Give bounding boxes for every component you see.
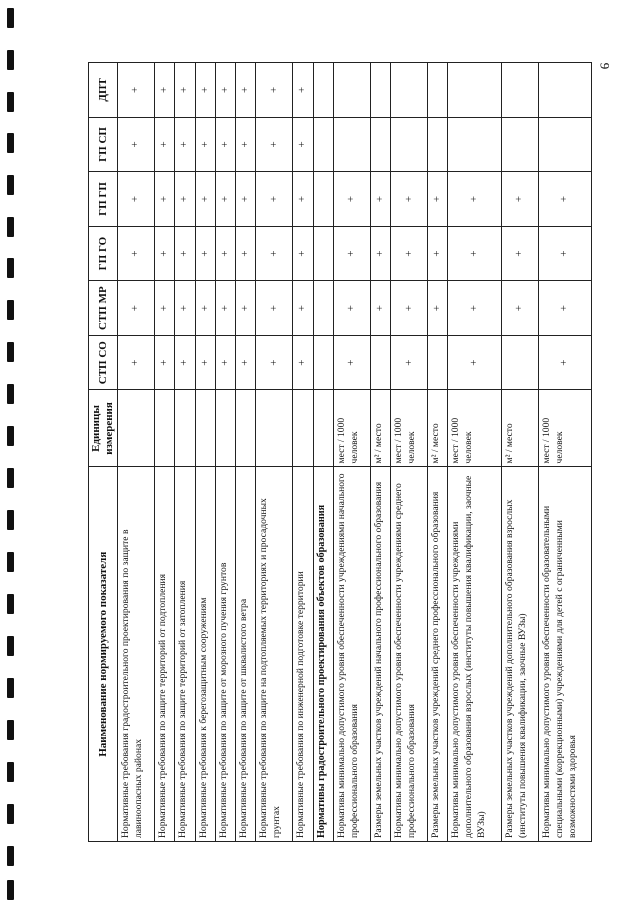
binder-hole [7, 133, 14, 153]
table-row [175, 63, 195, 842]
row-mark: + [448, 335, 501, 390]
table-row [538, 63, 591, 842]
row-mark: + [215, 117, 235, 172]
binder-hole [7, 175, 14, 195]
header-dpt: ДПТ [89, 63, 118, 118]
row-mark: + [215, 226, 235, 281]
row-mark [333, 63, 370, 118]
row-mark [428, 117, 448, 172]
row-mark [428, 63, 448, 118]
binder-holes [7, 0, 23, 905]
row-mark: + [391, 172, 428, 227]
row-mark [333, 117, 370, 172]
row-mark: + [195, 117, 215, 172]
binder-hole [7, 468, 14, 488]
binder-hole [7, 880, 14, 900]
row-mark: + [256, 281, 293, 336]
row-mark [538, 117, 591, 172]
row-unit [256, 390, 293, 467]
row-mark: + [118, 281, 155, 336]
rotated-table-container [88, 62, 592, 842]
binder-hole [7, 342, 14, 362]
row-mark [370, 63, 390, 118]
table-row [448, 63, 501, 842]
header-stp-so: СТП СО [89, 335, 118, 390]
binder-hole [7, 217, 14, 237]
row-mark [501, 335, 538, 390]
row-unit [215, 390, 235, 467]
row-indicator-name: Нормативные требования по защите от морозного пучения грунтов [215, 467, 235, 842]
row-unit: мест / 1000 человек [448, 390, 501, 467]
row-mark: + [154, 117, 174, 172]
row-mark: + [370, 281, 390, 336]
header-gp-sp: ГП СП [89, 117, 118, 172]
row-mark: + [154, 63, 174, 118]
row-mark [370, 117, 390, 172]
row-mark: + [175, 226, 195, 281]
row-mark: + [501, 226, 538, 281]
binder-hole [7, 258, 14, 278]
row-mark: + [333, 172, 370, 227]
row-unit [154, 390, 174, 467]
row-mark: + [195, 63, 215, 118]
row-indicator-name: Нормативные требования градостроительного проектирования по защите в лавиноопасных районах [118, 467, 155, 842]
row-mark: + [370, 226, 390, 281]
row-mark: + [538, 281, 591, 336]
row-mark: + [448, 172, 501, 227]
row-indicator-name: Нормативные требования по защите от шквалистого ветра [236, 467, 256, 842]
row-unit [195, 390, 215, 467]
row-unit: мест / 1000 человек [538, 390, 591, 467]
row-mark [391, 117, 428, 172]
row-mark [538, 63, 591, 118]
row-mark [391, 63, 428, 118]
table-row [256, 63, 293, 842]
binder-hole [7, 594, 14, 614]
row-indicator-name: Размеры земельных участков учреждений начального профессионального образования [370, 467, 390, 842]
row-mark [501, 117, 538, 172]
row-mark: + [195, 172, 215, 227]
row-unit: м² / место [370, 390, 390, 467]
row-indicator-name: Нормативы минимально допустимого уровня обеспеченности образовательными специальными (коррекционными) учреждениями для детей с ограниченными возможностями здоровья [538, 467, 591, 842]
row-mark [313, 117, 333, 172]
row-mark: + [118, 172, 155, 227]
row-indicator-name: Нормативные требования по инженерной подготовке территории [293, 467, 313, 842]
row-mark: + [293, 335, 313, 390]
row-mark: + [256, 226, 293, 281]
row-mark: + [175, 281, 195, 336]
row-mark: + [538, 335, 591, 390]
table-row [501, 63, 538, 842]
row-mark: + [448, 281, 501, 336]
row-mark: + [236, 281, 256, 336]
row-mark: + [175, 172, 195, 227]
page-number: 9 [597, 62, 613, 70]
row-mark: + [293, 281, 313, 336]
row-mark [448, 63, 501, 118]
row-mark: + [215, 63, 235, 118]
row-mark: + [391, 335, 428, 390]
table-row [118, 63, 155, 842]
row-indicator-name: Нормативные требования по защите территорий от подтопления [154, 467, 174, 842]
row-mark: + [293, 63, 313, 118]
row-mark: + [293, 172, 313, 227]
binder-hole [7, 720, 14, 740]
row-indicator-name: Нормативы минимально допустимого уровня обеспеченности учреждениями среднего профессионального образования [391, 467, 428, 842]
row-unit: м² / место [501, 390, 538, 467]
row-mark: + [428, 281, 448, 336]
binder-hole [7, 636, 14, 656]
row-mark: + [391, 226, 428, 281]
table-row [236, 63, 256, 842]
binder-hole [7, 50, 14, 70]
row-mark: + [256, 172, 293, 227]
row-mark: + [154, 172, 174, 227]
row-mark: + [236, 335, 256, 390]
header-stp-mr: СТП МР [89, 281, 118, 336]
row-mark: + [215, 335, 235, 390]
row-indicator-name: Нормативы градостроительного проектирования объектов образования [313, 467, 333, 842]
row-mark: + [428, 226, 448, 281]
row-unit: м² / место [428, 390, 448, 467]
row-mark: + [195, 281, 215, 336]
row-indicator-name: Нормативные требования по защите на подтопляемых территориях и просадочных грунтах [256, 467, 293, 842]
row-mark: + [501, 281, 538, 336]
table-row [370, 63, 390, 842]
row-mark: + [428, 172, 448, 227]
row-mark: + [333, 281, 370, 336]
row-indicator-name: Нормативные требования по защите территорий от затопления [175, 467, 195, 842]
header-indicator-name: Наименование нормируемого показателя [89, 467, 118, 842]
row-mark: + [118, 63, 155, 118]
row-unit: мест / 1000 человек [333, 390, 370, 467]
binder-hole [7, 8, 14, 28]
row-mark [313, 226, 333, 281]
row-unit [175, 390, 195, 467]
row-mark: + [215, 281, 235, 336]
table-row [428, 63, 448, 842]
row-unit: мест / 1000 человек [391, 390, 428, 467]
binder-hole [7, 762, 14, 782]
row-mark: + [370, 172, 390, 227]
row-mark: + [154, 226, 174, 281]
row-mark: + [236, 172, 256, 227]
table-row [391, 63, 428, 842]
row-indicator-name: Нормативные требования к берегозащитным сооружениям [195, 467, 215, 842]
row-mark: + [538, 172, 591, 227]
header-gp-go: ГП ГО [89, 226, 118, 281]
row-mark: + [293, 226, 313, 281]
row-mark: + [538, 226, 591, 281]
row-mark [501, 63, 538, 118]
row-unit [293, 390, 313, 467]
table-row [333, 63, 370, 842]
row-mark: + [256, 63, 293, 118]
binder-hole [7, 92, 14, 112]
binder-hole [7, 678, 14, 698]
row-indicator-name: Размеры земельных участков учреждений дополнительного образования взрослых (институты повышения квалификации, заочные ВУЗы) [501, 467, 538, 842]
row-unit [118, 390, 155, 467]
row-mark [313, 172, 333, 227]
row-mark: + [501, 172, 538, 227]
binder-hole [7, 426, 14, 446]
table-row [195, 63, 215, 842]
row-mark: + [118, 226, 155, 281]
row-mark: + [256, 335, 293, 390]
row-unit [236, 390, 256, 467]
row-mark: + [333, 335, 370, 390]
row-mark: + [448, 226, 501, 281]
row-mark [313, 335, 333, 390]
row-mark: + [391, 281, 428, 336]
row-mark: + [154, 335, 174, 390]
header-unit: Единицы измерения [89, 390, 118, 467]
row-mark: + [333, 226, 370, 281]
row-mark: + [236, 63, 256, 118]
header-gp-gp: ГП ГП [89, 172, 118, 227]
row-mark: + [154, 281, 174, 336]
row-indicator-name: Размеры земельных участков учреждений среднего профессионального образования [428, 467, 448, 842]
row-mark: + [118, 335, 155, 390]
row-mark [313, 63, 333, 118]
row-mark: + [175, 335, 195, 390]
row-mark: + [175, 63, 195, 118]
row-mark: + [195, 226, 215, 281]
row-mark: + [236, 226, 256, 281]
table-row [313, 63, 333, 842]
row-mark: + [256, 117, 293, 172]
binder-hole [7, 846, 14, 866]
row-indicator-name: Нормативы минимально допустимого уровня обеспеченности учреждениями дополнительного образования взрослых (институты повышения квалификации, заочные ВУЗы) [448, 467, 501, 842]
row-mark [313, 281, 333, 336]
table-row [215, 63, 235, 842]
row-mark [370, 335, 390, 390]
row-mark [448, 117, 501, 172]
row-mark [428, 335, 448, 390]
table-row [154, 63, 174, 842]
row-indicator-name: Нормативы минимально допустимого уровня обеспеченности учреждениями начального профессионального образования [333, 467, 370, 842]
row-mark: + [118, 117, 155, 172]
binder-hole [7, 510, 14, 530]
binder-hole [7, 552, 14, 572]
row-mark: + [215, 172, 235, 227]
binder-hole [7, 384, 14, 404]
table-header-row [89, 63, 118, 842]
binder-hole [7, 804, 14, 824]
row-unit [313, 390, 333, 467]
row-mark: + [293, 117, 313, 172]
normative-table [88, 62, 592, 842]
binder-hole [7, 300, 14, 320]
row-mark: + [175, 117, 195, 172]
row-mark: + [236, 117, 256, 172]
row-mark: + [195, 335, 215, 390]
table-row [293, 63, 313, 842]
